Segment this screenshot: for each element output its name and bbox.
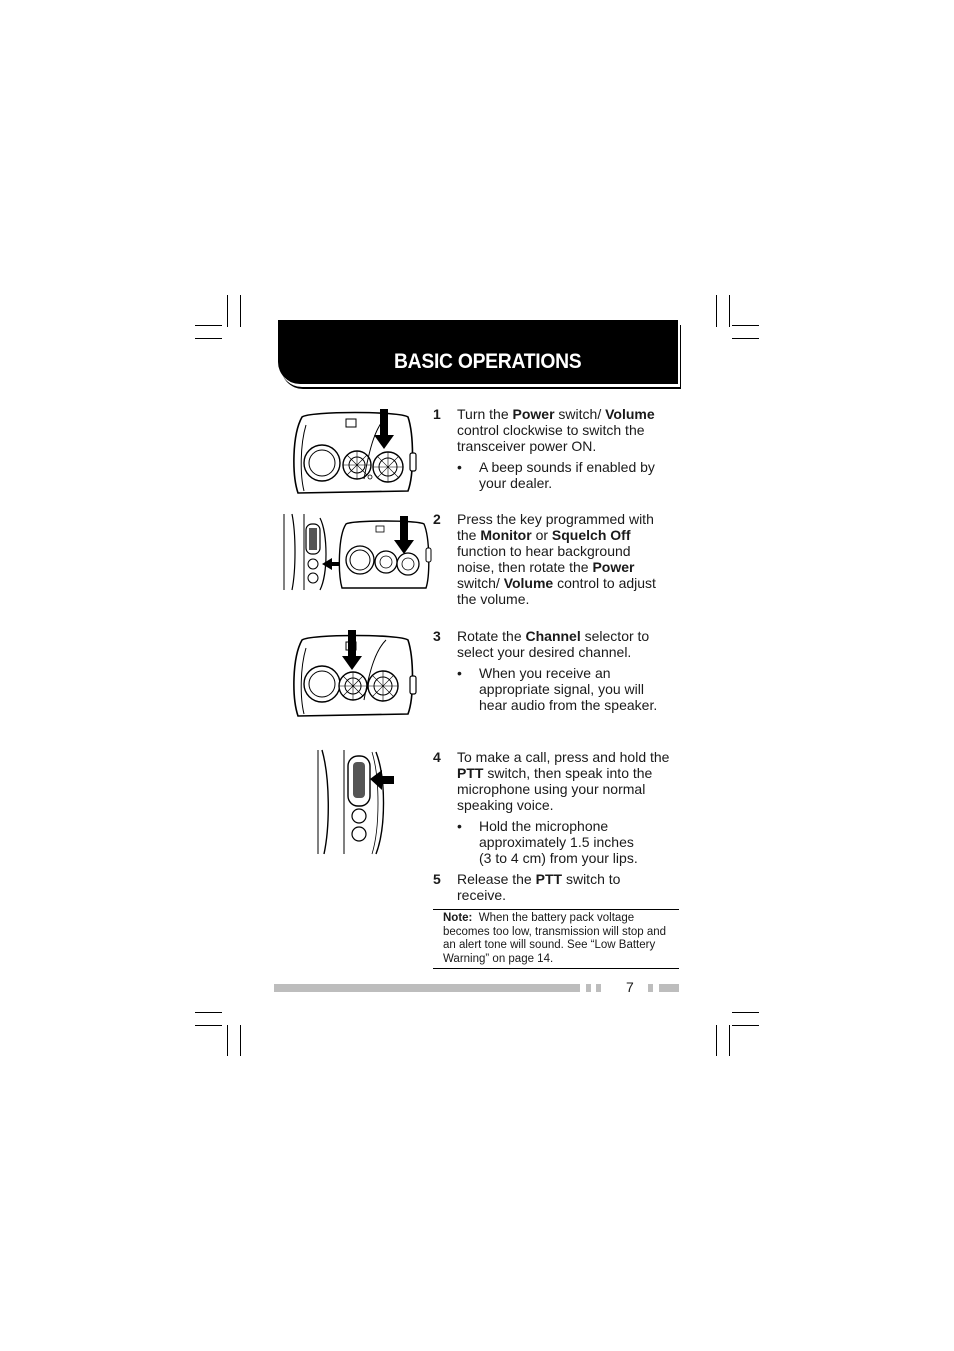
footer-bar-segment — [586, 984, 591, 992]
step-bullet: • Hold the microphone approximately 1.5 inches (3 to 4 cm) from your lips. — [457, 818, 638, 866]
step-text: To make a call, press and hold the PTT switch, then speak into the microphone using your normal speaking voice. — [457, 749, 670, 813]
crop-mark — [227, 1025, 228, 1056]
crop-mark — [732, 1012, 759, 1013]
step-text: Turn the Power switch/ Volume control clockwise to switch the transceiver power ON. — [457, 406, 655, 454]
crop-mark — [195, 1012, 222, 1013]
note-text: When the battery pack voltage becomes too low, transmission will stop and an alert tone will sound. See “Low Battery Warning” on page 14. — [443, 912, 667, 965]
crop-mark — [729, 295, 730, 327]
figure-channel-selector — [290, 628, 420, 720]
crop-mark — [195, 338, 222, 339]
section-title: BASIC OPERATIONS — [394, 350, 582, 373]
step-number: 4 — [433, 749, 441, 765]
crop-mark — [227, 295, 228, 327]
crop-mark — [240, 295, 241, 327]
figure-monitor-key-and-knob — [282, 514, 432, 592]
crop-mark — [716, 1025, 717, 1056]
step-number: 2 — [433, 511, 441, 527]
footer-bar-segment — [596, 984, 601, 992]
step-number: 1 — [433, 406, 441, 422]
footer-bar — [659, 984, 679, 992]
note-label: Note: — [443, 912, 473, 924]
crop-mark — [195, 1025, 222, 1026]
crop-mark — [732, 325, 759, 326]
crop-mark — [732, 1025, 759, 1026]
footer-bar-segment — [648, 984, 653, 992]
crop-mark — [716, 295, 717, 327]
step-text: Rotate the Channel selector to select your desired channel. — [457, 628, 650, 660]
figure-power-volume-knob — [290, 405, 420, 497]
page-number: 7 — [626, 979, 634, 995]
note-box — [433, 909, 679, 969]
crop-mark — [729, 1025, 730, 1056]
crop-mark — [240, 1025, 241, 1056]
step-bullet: • A beep sounds if enabled by your dealer. — [457, 459, 655, 491]
step-number: 5 — [433, 871, 441, 887]
step-4 — [433, 749, 683, 866]
step-1 — [433, 406, 683, 491]
step-number: 3 — [433, 628, 441, 644]
section-header — [278, 320, 678, 384]
step-2 — [433, 511, 683, 607]
step-3 — [433, 628, 683, 713]
step-text: Release the PTT switch to receive. — [457, 871, 621, 903]
step-text: Press the key programmed with the Monitor or Squelch Off function to hear background noise, then rotate the Power switch/ Volume control to adjust the volume. — [457, 511, 656, 607]
crop-mark — [195, 325, 222, 326]
footer-bar — [274, 984, 580, 992]
figure-ptt-switch — [316, 748, 396, 856]
step-bullet: • When you receive an appropriate signal, you will hear audio from the speaker. — [457, 665, 658, 713]
crop-mark — [732, 338, 759, 339]
step-5 — [433, 871, 683, 903]
